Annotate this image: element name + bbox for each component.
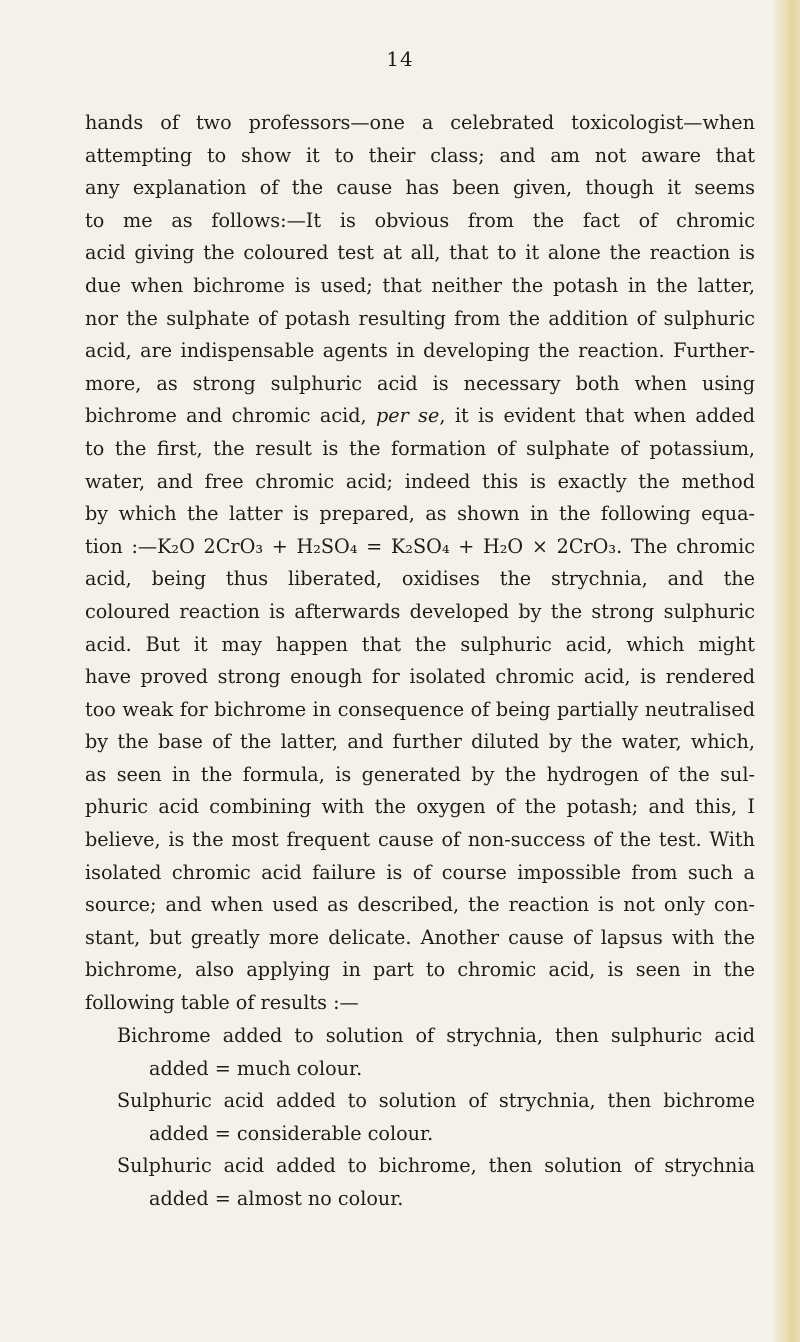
paragraph-line: acid, are indispensable agents in developing the reaction. Further- bbox=[85, 339, 755, 363]
paragraph-line: stant, but greatly more delicate. Another cause of lapsus with the bbox=[85, 925, 755, 949]
paragraph-line: water, and free chromic acid; indeed this is exactly the method bbox=[85, 469, 755, 493]
paragraph-line: more, as strong sulphuric acid is necessary both when using bbox=[85, 371, 755, 395]
body-paragraph bbox=[85, 107, 755, 1020]
paragraph-line: following table of results :— bbox=[85, 991, 359, 1015]
paragraph-line: acid giving the coloured test at all, that to it alone the reaction is bbox=[85, 241, 755, 265]
paragraph-line: nor the sulphate of potash resulting from the addition of sulphuric bbox=[85, 306, 755, 330]
paragraph-line: phuric acid combining with the oxygen of the potash; and this, I bbox=[85, 795, 755, 819]
paragraph-line: due when bichrome is used; that neither the potash in the latter, bbox=[85, 273, 755, 297]
paragraph-line: tion :—K₂O 2CrO₃ + H₂SO₄ = K₂SO₄ + H₂O × 2CrO₃. The chromic bbox=[85, 534, 755, 558]
paragraph-line: any explanation of the cause has been given, though it seems bbox=[85, 176, 755, 200]
paragraph-line: bichrome and chromic acid, per se, it is evident that when added bbox=[85, 404, 755, 428]
paragraph-line: isolated chromic acid failure is of course impossible from such a bbox=[85, 860, 755, 884]
result-line: added = considerable colour. bbox=[149, 1121, 434, 1145]
result-line: Bichrome added to solution of strychnia, then sulphuric acid bbox=[117, 1024, 755, 1047]
page-number: 14 bbox=[386, 47, 414, 71]
result-line: Sulphuric acid added to bichrome, then solution of strychnia bbox=[117, 1154, 755, 1178]
paragraph-line: source; and when used as described, the reaction is not only con- bbox=[85, 893, 755, 917]
result-line: added = almost no colour. bbox=[149, 1186, 404, 1210]
paragraph-line: attempting to show it to their class; and am not aware that bbox=[85, 143, 755, 167]
paragraph-line: coloured reaction is afterwards developed by the strong sulphuric bbox=[85, 599, 755, 623]
results-table bbox=[85, 1020, 755, 1216]
result-entry bbox=[117, 1085, 755, 1150]
paragraph-line: believe, is the most frequent cause of non-success of the test. With bbox=[85, 828, 755, 852]
result-line: added = much colour. bbox=[149, 1056, 363, 1080]
paragraph-line: to me as follows:—It is obvious from the fact of chromic bbox=[85, 208, 755, 232]
paragraph-line: to the first, the result is the formation of sulphate of potassium, bbox=[85, 436, 755, 460]
paragraph-line: bichrome, also applying in part to chromic acid, is seen in the bbox=[85, 958, 755, 982]
result-entry bbox=[117, 1020, 755, 1085]
result-entry bbox=[117, 1150, 755, 1215]
paragraph-line: too weak for bichrome in consequence of being partially neutralised bbox=[85, 697, 755, 721]
paragraph-line: by which the latter is prepared, as shown in the following equa- bbox=[85, 502, 755, 526]
paragraph-line: acid, being thus liberated, oxidises the strychnia, and the bbox=[85, 567, 755, 591]
paragraph-line: acid. But it may happen that the sulphuric acid, which might bbox=[85, 632, 755, 656]
paragraph-line: hands of two professors—one a celebrated toxicologist—when bbox=[85, 111, 755, 134]
paragraph-line: have proved strong enough for isolated chromic acid, is rendered bbox=[85, 665, 755, 689]
result-line: Sulphuric acid added to solution of strychnia, then bichrome bbox=[117, 1089, 755, 1113]
paragraph-line: by the base of the latter, and further diluted by the water, which, bbox=[85, 730, 755, 754]
page-edge-shadow bbox=[774, 0, 800, 1342]
paragraph-line: as seen in the formula, is generated by the hydrogen of the sul- bbox=[85, 762, 755, 786]
